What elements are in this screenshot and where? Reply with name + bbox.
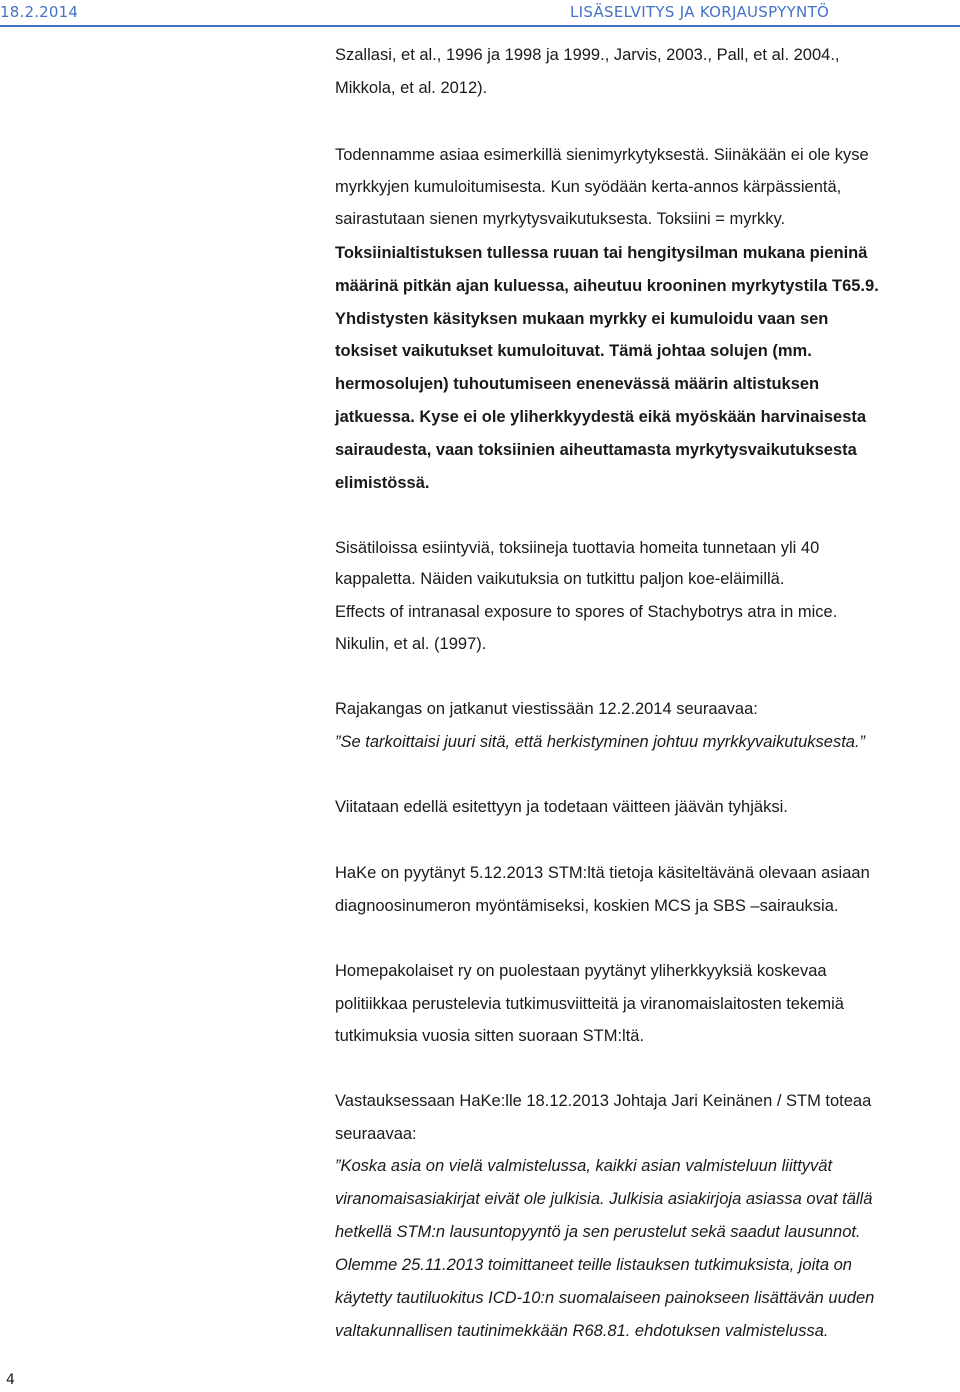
body-line: Homepakolaiset ry on puolestaan pyytänyt yliherkkyyksiä koskevaa [335, 962, 827, 980]
body-line: Nikulin, et al. (1997). [335, 635, 487, 653]
quote-line: hetkellä STM:n lausuntopyyntö ja sen perustelut sekä saadut lausunnot. [335, 1223, 861, 1241]
body-line: diagnoosinumeron myöntämiseksi, koskien MCS ja SBS –sairauksia. [335, 897, 839, 915]
body-line: Rajakangas on jatkanut viestissään 12.2.2014 seuraavaa: [335, 700, 758, 718]
body-line: HaKe on pyytänyt 5.12.2013 STM:ltä tietoja käsiteltävänä olevaan asiaan [335, 864, 870, 882]
body-line: toksiset vaikutukset kumuloituvat. Tämä johtaa solujen (mm. [335, 342, 812, 360]
body-line: Sisätiloissa esiintyviä, toksiineja tuottavia homeita tunnetaan yli 40 [335, 539, 820, 557]
body-line: hermosolujen) tuhoutumiseen enenevässä määrin altistuksen [335, 375, 820, 393]
body-line: Vastauksessaan HaKe:lle 18.12.2013 Johtaja Jari Keinänen / STM toteaa [335, 1092, 872, 1110]
body-line: myrkkyjen kumuloitumisesta. Kun syödään kerta-annos kärpässientä, [335, 178, 842, 196]
quote-line: valtakunnallisen tautinimekkään R68.81. ehdotuksen valmistelussa. [335, 1322, 829, 1340]
body-line: sairastutaan sienen myrkytysvaikutuksesta. Toksiini = myrkky. [335, 210, 786, 228]
page-header [0, 0, 960, 26]
body-line: sairaudesta, vaan toksiinien aiheuttamasta myrkytysvaikutuksesta [335, 441, 857, 459]
body-line: Mikkola, et al. 2012). [335, 79, 488, 97]
quote-line: käytetty tautiluokitus ICD-10:n suomalaiseen painokseen lisättävän uuden [335, 1289, 875, 1307]
header-title: LISÄSELVITYS JA KORJAUSPYYNTÖ [570, 3, 830, 21]
body-line: elimistössä. [335, 474, 430, 492]
body-line: Szallasi, et al., 1996 ja 1998 ja 1999., Jarvis, 2003., Pall, et al. 2004., [335, 46, 840, 64]
quote-line: ”Se tarkoittaisi juuri sitä, että herkistyminen johtuu myrkkyvaikutuksesta.” [335, 733, 866, 751]
body-line: määrinä pitkän ajan kuluessa, aiheutuu krooninen myrkytystila T65.9. [335, 277, 879, 295]
body-line: kappaletta. Näiden vaikutuksia on tutkittu paljon koe-eläimillä. [335, 570, 785, 588]
quote-line: Olemme 25.11.2013 toimittaneet teille listauksen tutkimuksista, joita on [335, 1256, 852, 1274]
header-rule [0, 25, 960, 27]
body-line: Toksiinialtistuksen tullessa ruuan tai hengitysilman mukana pieninä [335, 244, 868, 262]
body-line: politiikkaa perustelevia tutkimusviitteitä ja viranomaislaitosten tekemiä [335, 995, 844, 1013]
quote-line: viranomaisasiakirjat eivät ole julkisia. Julkisia asiakirjoja asiassa ovat tällä [335, 1190, 873, 1208]
body-line: tutkimuksia vuosia sitten suoraan STM:ltä. [335, 1027, 645, 1045]
body-line: Effects of intranasal exposure to spores of Stachybotrys atra in mice. [335, 603, 838, 621]
body-line: Viitataan edellä esitettyyn ja todetaan väitteen jäävän tyhjäksi. [335, 798, 788, 816]
header-date: 18.2.2014 [0, 3, 79, 21]
body-line: Todennamme asiaa esimerkillä sienimyrkytyksestä. Siinäkään ei ole kyse [335, 146, 869, 164]
body-line: seuraavaa: [335, 1125, 417, 1143]
body-line: Yhdistysten käsityksen mukaan myrkky ei kumuloidu vaan sen [335, 310, 829, 328]
body-line: jatkuessa. Kyse ei ole yliherkkyydestä eikä myöskään harvinaisesta [335, 408, 867, 426]
page-number: 4 [6, 1372, 15, 1388]
quote-line: ”Koska asia on vielä valmistelussa, kaikki asian valmisteluun liittyvät [335, 1157, 833, 1175]
